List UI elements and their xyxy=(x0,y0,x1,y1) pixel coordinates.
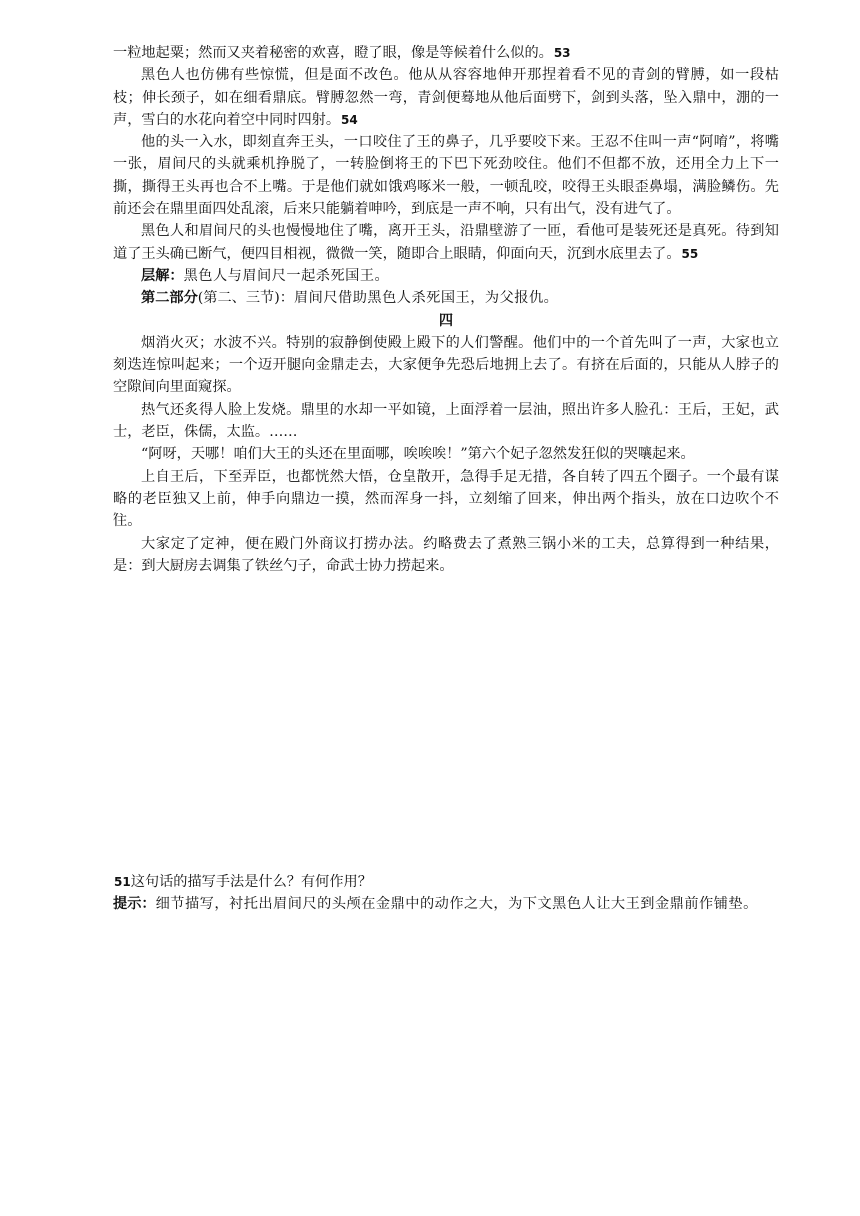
paragraph: 大家定了定神，便在殿门外商议打捞办法。约略费去了煮熟三锅小米的工夫，总算得到一种结果，是：到大厨房去调集了铁丝勺子，命武士协力捞起来。 xyxy=(113,535,779,574)
part-summary xyxy=(113,287,779,309)
analysis-text: 黑色人与眉间尺一起杀死国王。 xyxy=(183,267,390,284)
paragraph: 烟消火灭；水波不兴。特别的寂静倒使殿上殿下的人们警醒。他们中的一个首先叫了一声，大家也立刻迭连惊叫起来；一个迈开腿向金鼎走去，大家便争先恐后地拥上去了。有挤在后面的，只能从人脖子的空隙间向里面窥探。 xyxy=(113,334,779,396)
part-scope: (第二、三节)： xyxy=(197,290,294,307)
paragraph-text: 一粒地起粟；然而又夹着秘密的欢喜，瞪了眼，像是等候着什么似的。 xyxy=(113,45,553,61)
part-text: 眉间尺借助黑色人杀死国王，为父报仇。 xyxy=(293,290,559,307)
footnote xyxy=(113,871,793,916)
footnote-marker: 51 xyxy=(114,875,131,889)
paragraph: 热气还炙得人脸上发烧。鼎里的水却一平如镜，上面浮着一层油，照出许多人脸孔：王后，王妃，武士，老臣，侏儒，太监。…… xyxy=(113,401,779,441)
hint-label: 提示： xyxy=(113,896,156,913)
paragraph: 上自王后，下至弄臣，也都恍然大悟，仓皇散开，急得手足无措，各自转了四五个圈子。一个最有谋略的老臣独又上前，伸手向鼎边一摸，然而浑身一抖，立刻缩了回来，伸出两个指头，放在口边吹个不住。 xyxy=(113,468,779,530)
paragraph-text: 黑色人也仿佛有些惊慌，但是面不改色。他从从容容地伸开那捏着看不见的青剑的臂膊，如一段枯枝；伸长颈子，如在细看鼎底。臂膊忽然一弯，青剑便蓦地从他后面劈下，剑到头落，坠入鼎中，淜的一声，雪白的水花向着空中同时四射。 xyxy=(113,67,779,128)
layer-analysis xyxy=(113,265,779,287)
footnote-question xyxy=(113,871,793,893)
part-label: 第二部分 xyxy=(141,290,198,307)
note-marker: 54 xyxy=(341,112,358,127)
paragraph xyxy=(113,220,779,265)
paragraph: 他的头一入水，即刻直奔王头，一口咬住了王的鼻子，几乎要咬下来。王忍不住叫一声“阿唷”，将嘴一张，眉间尺的头就乘机挣脱了，一转脸倒将王的下巴下死劲咬住。他们不但都不放，还用全力上下一撕，撕得王头再也合不上嘴。于是他们就如饿鸡啄米一般，一顿乱咬，咬得王头眼歪鼻塌，满脸鳞伤。先前还会在鼎里面四处乱滚，后来只能躺着呻吟，到底是一声不响，只有出气，没有进气了。 xyxy=(113,134,779,218)
hint-text: 细节描写，衬托出眉间尺的头颅在金鼎中的动作之大，为下文黑色人让大王到金鼎前作铺垫。 xyxy=(155,896,758,913)
footnote-hint xyxy=(113,893,793,915)
main-text xyxy=(113,42,779,577)
paragraph xyxy=(113,64,779,131)
note-marker: 53 xyxy=(553,46,571,60)
footnote-question-text: 这句话的描写手法是什么？有何作用？ xyxy=(130,874,372,890)
note-marker: 55 xyxy=(681,246,699,261)
analysis-label: 层解： xyxy=(141,267,184,284)
paragraph-text: 黑色人和眉间尺的头也慢慢地住了嘴，离开王头，沿鼎壁游了一匝，看他可是装死还是真死。待到知道了王头确已断气，便四目相视，微微一笑，随即合上眼睛，仰面向天，沉到水底里去了。 xyxy=(113,223,779,262)
paragraph: “阿呀，天哪！咱们大王的头还在里面哪，唉唉唉！”第六个妃子忽然发狂似的哭嚷起来。 xyxy=(141,446,695,463)
section-heading: 四 xyxy=(438,312,454,329)
stray-mark: , xyxy=(113,503,117,517)
paragraph-continuation xyxy=(113,42,779,64)
